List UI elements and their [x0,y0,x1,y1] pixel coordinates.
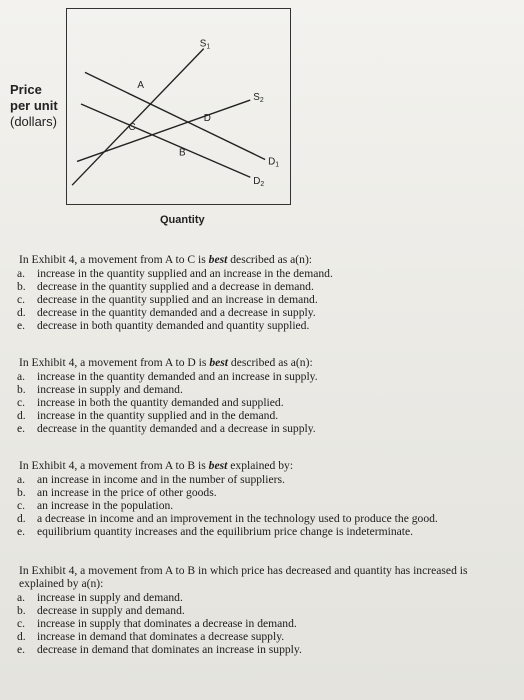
answer-option [17,396,524,409]
answer-option [17,409,524,422]
supply-demand-diagram [67,9,290,204]
answer-option [17,630,524,643]
option-letter: d. [17,409,26,422]
option-text: decrease in the quantity supplied and an increase in demand. [37,293,318,306]
option-letter: e. [17,643,26,656]
stem-text: In Exhibit 4, a movement from A to B in which price has decreased and quantity has increased is [19,564,468,577]
option-text: increase in the quantity demanded and an increase in supply. [37,370,318,383]
option-letter: e. [17,525,26,538]
option-letter: c. [17,499,26,512]
option-text: increase in supply and demand. [37,591,183,604]
stem-line: explained by a(n): [19,577,104,590]
y-axis-label [10,82,70,130]
question-stem [19,459,524,472]
option-text: increase in demand that dominates a decrease supply. [37,630,285,643]
option-letter: b. [17,486,26,499]
option-letter: a. [17,267,26,280]
option-letter: e. [17,319,26,332]
answer-option [17,604,524,617]
option-letter: a. [17,370,26,383]
option-text: decrease in the quantity demanded and a decrease in supply. [37,306,316,319]
y-label-line: (dollars) [10,114,57,129]
supply-curve-s2 [77,100,250,161]
option-letter: b. [17,383,26,396]
point-a-label: A [137,80,145,92]
option-letter: d. [17,306,26,319]
option-text: equilibrium quantity increases and the equilibrium price change is indeterminate. [37,525,414,538]
stem-text: In Exhibit 4, a movement from A to C is [19,253,209,266]
y-label-line: per unit [10,98,58,113]
label-s2: $S_2$ [253,92,264,105]
option-letter: c. [17,293,26,306]
question-4 [17,564,524,656]
option-text: increase in supply that dominates a decrease in demand. [37,617,297,630]
option-text: decrease in the quantity demanded and a decrease in supply. [37,422,316,435]
answer-option [17,486,524,499]
option-text: increase in both the quantity demanded and supplied. [37,396,284,409]
option-letter: a. [17,473,26,486]
option-text: an increase in the price of other goods. [37,486,217,499]
answer-option [17,525,524,538]
answer-option [17,383,524,396]
option-text: decrease in demand that dominates an increase in supply. [37,643,302,656]
option-letter: e. [17,422,26,435]
stem-line [19,564,524,577]
option-text: an increase in the population. [37,499,174,512]
option-text: increase in supply and demand. [37,383,183,396]
answer-option [17,293,524,306]
label-s1: $S_1$ [199,38,211,51]
answer-option [17,643,524,656]
answer-option [17,422,524,435]
point-d-label: D [203,112,211,124]
option-text: an increase in income and in the number of suppliers. [37,473,285,486]
answer-option [17,306,524,319]
option-letter: c. [17,396,26,409]
option-text: increase in the quantity supplied and in the demand. [37,409,279,422]
option-text: decrease in the quantity supplied and a decrease in demand. [37,280,314,293]
question-stem [19,253,524,266]
option-letter: c. [17,617,26,630]
exhibit-graph [66,8,291,205]
point-c-label: C [128,121,136,133]
point-b-label: B [178,147,186,159]
label-d2: $D_2$ [253,176,265,189]
stem-text: In Exhibit 4, a movement from A to B is [19,459,209,472]
label-d1: $D_1$ [268,156,280,169]
question-stem [19,356,524,369]
option-text: decrease in supply and demand. [37,604,185,617]
answer-option [17,267,524,280]
answer-option [17,473,524,486]
option-letter: d. [17,512,26,525]
option-letter: a. [17,591,26,604]
question-1 [17,253,524,332]
answer-option [17,512,524,525]
answer-option [17,319,524,332]
stem-emphasis: best [208,253,228,266]
stem-emphasis: best [208,459,228,472]
option-text: increase in the quantity supplied and an increase in the demand. [37,267,333,280]
question-2 [17,356,524,435]
supply-curve-s1 [72,49,204,186]
demand-curve-d1 [85,72,265,159]
stem-text: In Exhibit 4, a movement from A to D is [19,356,210,369]
answer-option [17,280,524,293]
answer-option [17,617,524,630]
stem-text: explained by: [227,459,294,472]
option-letter: b. [17,280,26,293]
stem-text: described as a(n): [228,356,313,369]
option-letter: d. [17,630,26,643]
option-text: decrease in both quantity demanded and quantity supplied. [37,319,310,332]
answer-option [17,499,524,512]
answer-option [17,591,524,604]
option-text: a decrease in income and an improvement in the technology used to produce the good. [37,512,438,525]
x-axis-label: Quantity [160,214,205,226]
answer-option [17,370,524,383]
stem-emphasis: best [209,356,228,369]
y-label-line: Price [10,82,42,97]
question-3 [17,459,524,538]
stem-text: described as a(n): [227,253,313,266]
question-stem [19,564,524,590]
option-letter: b. [17,604,26,617]
